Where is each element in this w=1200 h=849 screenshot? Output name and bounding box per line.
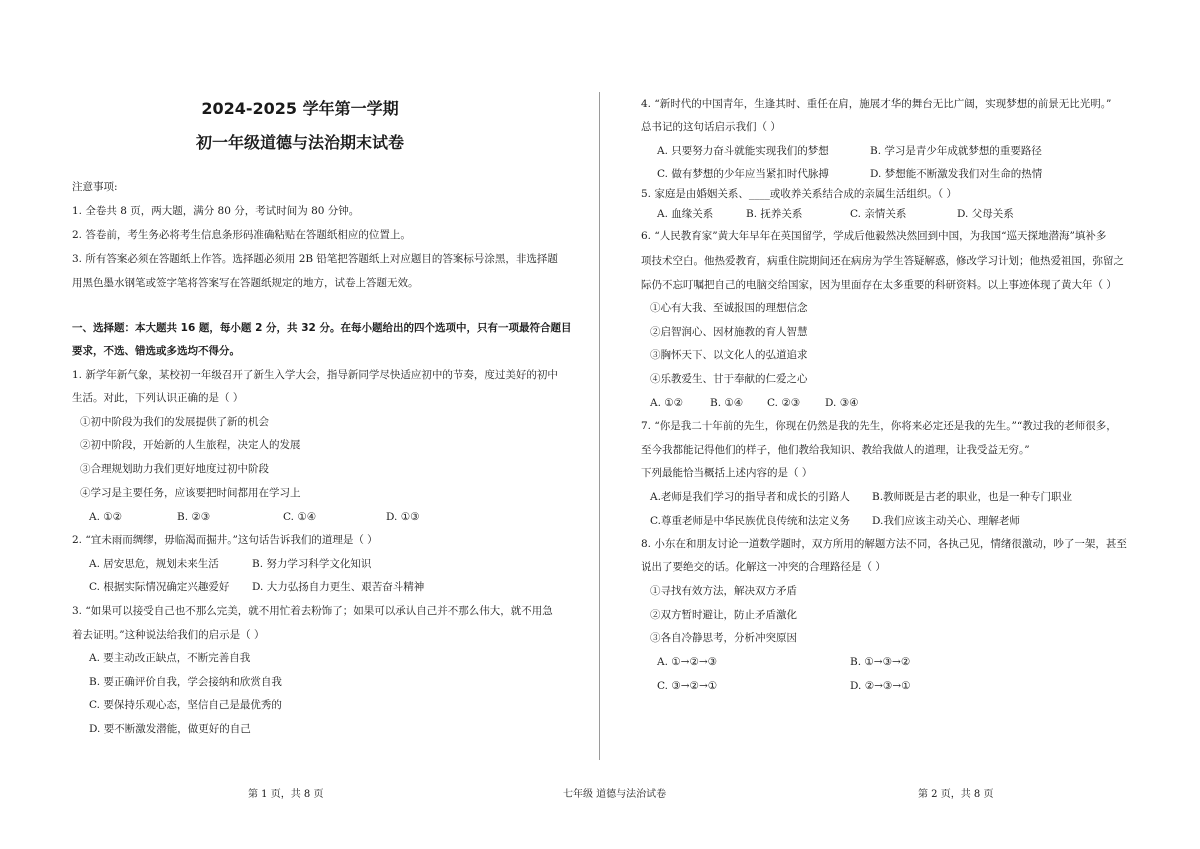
q8-stem: 8. 小东在和朋友讨论一道数学题时，双方所用的解题方法不同，各执己见，情绪很激动，吵了一架，甚至 — [641, 538, 1127, 550]
q3-option-c: C. 要保持乐观心态，坚信自己是最优秀的 — [89, 699, 282, 711]
q8-option-a: A. ①→②→③ — [657, 656, 718, 668]
q7-option-d: D.我们应该主动关心、理解老师 — [872, 515, 1020, 527]
q1-item: ②初中阶段，开始新的人生旅程，决定人的发展 — [80, 439, 301, 451]
q4-option-b: B. 学习是青少年成就梦想的重要路径 — [870, 145, 1042, 157]
q7-option-b: B.教师既是古老的职业，也是一种专门职业 — [872, 491, 1073, 503]
q8-item: ②双方暂时避让，防止矛盾激化 — [650, 609, 797, 621]
q1-option-b: B. ②③ — [177, 511, 211, 523]
q6-item: ③胸怀天下、以文化人的弘道追求 — [650, 349, 808, 361]
q7-stem: 7. “你是我二十年前的先生，你现在仍然是我的先生，你将来必定还是我的先生。”“教过我的老师很多， — [641, 420, 1117, 432]
q6-option-a: A. ①② — [650, 397, 684, 409]
q1-option-a: A. ①② — [89, 511, 123, 523]
q1-stem-cont: 生活。对此，下列认识正确的是（ ） — [72, 392, 244, 404]
q6-stem: 6. “人民教育家”黄大年早年在英国留学，学成后他毅然决然回到中国，为我国“巡天探地潜海”填补多 — [641, 230, 1107, 242]
notice-item: 用黑色墨水钢笔或签字笔将答案写在答题纸规定的地方，试卷上答题无效。 — [72, 277, 419, 289]
q1-item: ④学习是主要任务，应该要把时间都用在学习上 — [80, 487, 301, 499]
q5-option-a: A. 血缘关系 — [657, 208, 714, 220]
q3-option-d: D. 要不断激发潜能，做更好的自己 — [89, 723, 251, 735]
q6-option-d: D. ③④ — [825, 397, 859, 409]
q8-option-c: C. ③→②→① — [657, 680, 718, 692]
q8-item: ③各自冷静思考，分析冲突原因 — [650, 632, 797, 644]
q7-option-c: C.尊重老师是中华民族优良传统和法定义务 — [650, 515, 850, 527]
q4-stem-cont: 总书记的这句话启示我们（ ） — [641, 121, 781, 133]
notice-heading: 注意事项: — [72, 181, 118, 193]
notice-item: 3. 所有答案必须在答题纸上作答。选择题必须用 2B 铅笔把答题纸上对应题目的答案标号涂黑，非选择题 — [72, 253, 558, 265]
q1-item: ①初中阶段为我们的发展提供了新的机会 — [80, 416, 269, 428]
page-footer-center: 七年级 道德与法治试卷 — [563, 789, 667, 800]
q4-stem: 4. “新时代的中国青年，生逢其时、重任在肩，施展才华的舞台无比广阔，实现梦想的前景无比光明。” — [641, 98, 1112, 110]
q7-option-a: A.老师是我们学习的指导者和成长的引路人 — [650, 491, 850, 503]
q1-option-c: C. ①④ — [283, 511, 317, 523]
q5-option-c: C. 亲情关系 — [850, 208, 907, 220]
q8-option-d: D. ②→③→① — [850, 680, 911, 692]
q6-item: ④乐教爱生、甘于奉献的仁爱之心 — [650, 373, 808, 385]
page-footer-left: 第 1 页，共 8 页 — [248, 789, 324, 800]
q6-stem-cont: 项技术空白。他热爱教育，病重住院期间还在病房为学生答疑解惑，修改学习计划；他热爱祖国，弥留之 — [641, 255, 1124, 267]
q6-item: ②启智润心、因材施教的育人智慧 — [650, 326, 808, 338]
notice-item: 2. 答卷前，考生务必将考生信息条形码准确粘贴在答题纸相应的位置上。 — [72, 229, 411, 241]
section-heading: 一、选择题：本大题共 16 题，每小题 2 分，共 32 分。在每小题给出的四个选项中，只有一项最符合题目 — [72, 322, 572, 334]
q5-stem: 5. 家庭是由婚姻关系、____或收养关系结合成的亲属生活组织。（ ） — [641, 188, 957, 200]
q1-stem: 1. 新学年新气象，某校初一年级召开了新生入学大会，指导新同学尽快适应初中的节奏，度过美好的初中 — [72, 369, 558, 381]
q6-item: ①心有大我、至诚报国的理想信念 — [650, 302, 808, 314]
q2-stem: 2. “宜未雨而绸缪，毋临渴而掘井。”这句话告诉我们的道理是（ ） — [72, 534, 378, 546]
q7-stem-cont: 下列最能恰当概括上述内容的是（ ） — [641, 467, 813, 479]
q2-option-c: C. 根据实际情况确定兴趣爱好 — [89, 581, 230, 593]
q3-stem: 3. “如果可以接受自己也不那么完美，就不用忙着去粉饰了；如果可以承认自己并不那么伟大，就不用急 — [72, 605, 553, 617]
exam-title-term: 2024-2025 学年第一学期 — [201, 99, 399, 118]
q6-stem-cont: 际仍不忘叮嘱把自己的电脑交给国家，因为里面存在太多重要的科研资料。以上事迹体现了黄大年（ ） — [641, 279, 1117, 291]
q8-option-b: B. ①→③→② — [850, 656, 911, 668]
q4-option-d: D. 梦想能不断激发我们对生命的热情 — [870, 168, 1043, 180]
q3-option-a: A. 要主动改正缺点，不断完善自我 — [89, 652, 251, 664]
q2-option-b: B. 努力学习科学文化知识 — [252, 558, 372, 570]
exam-title-subject: 初一年级道德与法治期末试卷 — [195, 133, 404, 152]
right-page — [600, 0, 1200, 849]
q6-option-b: B. ①④ — [710, 397, 744, 409]
notice-item: 1. 全卷共 8 页，两大题，满分 80 分，考试时间为 80 分钟。 — [72, 205, 360, 217]
section-heading-cont: 要求，不选、错选或多选均不得分。 — [72, 345, 240, 357]
q4-option-a: A. 只要努力奋斗就能实现我们的梦想 — [657, 145, 829, 157]
q2-option-a: A. 居安思危，规划未来生活 — [89, 558, 219, 570]
q3-option-b: B. 要正确评价自我，学会接纳和欣赏自我 — [89, 676, 282, 688]
q5-option-d: D. 父母关系 — [957, 208, 1014, 220]
q1-item: ③合理规划助力我们更好地度过初中阶段 — [80, 463, 269, 475]
q1-option-d: D. ①③ — [386, 511, 420, 523]
q6-option-c: C. ②③ — [767, 397, 801, 409]
q8-item: ①寻找有效方法，解决双方矛盾 — [650, 585, 797, 597]
q5-option-b: B. 抚养关系 — [746, 208, 803, 220]
q8-stem-cont: 说出了要绝交的话。化解这一冲突的合理路径是（ ） — [641, 561, 886, 573]
q4-option-c: C. 做有梦想的少年应当紧扣时代脉搏 — [657, 168, 829, 180]
q2-option-d: D. 大力弘扬自力更生、艰苦奋斗精神 — [252, 581, 425, 593]
q7-stem-cont: 至今我都能记得他们的样子，他们教给我知识、教给我做人的道理，让我受益无穷。” — [641, 444, 1030, 456]
page-footer-right: 第 2 页，共 8 页 — [918, 789, 994, 800]
q3-stem-cont: 着去证明。”这种说法给我们的启示是（ ） — [72, 629, 265, 641]
